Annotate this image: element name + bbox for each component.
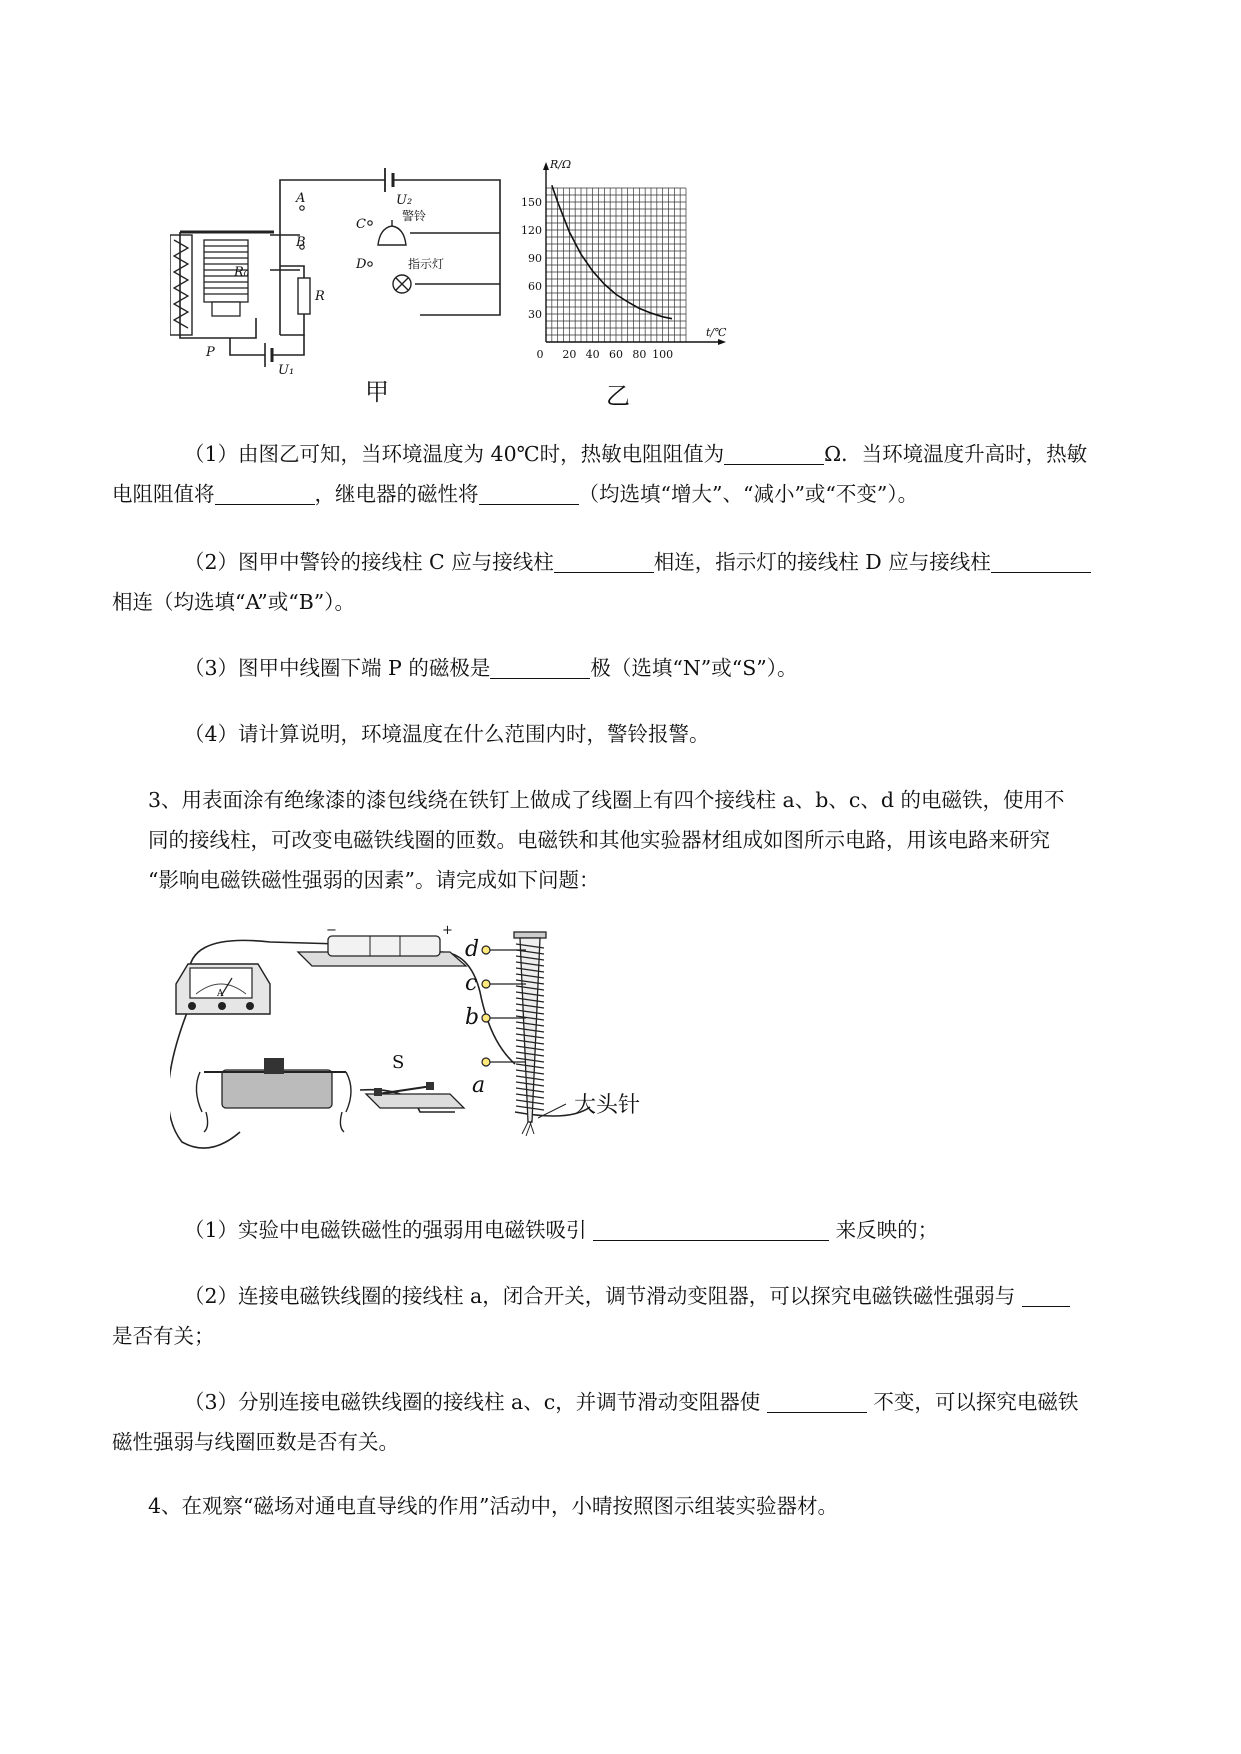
label-p: P (206, 345, 215, 360)
y-tick-label: 120 (521, 224, 542, 237)
y-tick-label: 60 (528, 280, 542, 293)
ammeter-icon (176, 964, 270, 1014)
y-tick-label: 150 (521, 196, 542, 209)
label-b: B (296, 235, 306, 250)
spring (174, 240, 188, 328)
rheostat-icon (196, 1058, 351, 1132)
pins-label: 大头针 (574, 1093, 641, 1118)
x-tick-label: 80 (632, 348, 647, 361)
answer-blank-bell-terminal[interactable] (554, 546, 654, 573)
label-u1: U₁ (278, 363, 295, 378)
answer-blank-magnetism-change[interactable] (479, 478, 579, 505)
answer-blank-constant-quantity[interactable] (767, 1386, 867, 1413)
terminal-b: b (465, 1005, 480, 1030)
y-axis-label: R/Ω (550, 158, 572, 171)
switch-icon (366, 1052, 464, 1108)
resistance-temperature-graph (512, 158, 732, 368)
q3-part3: （3）分别连接电磁铁线圈的接线柱 a、c，并调节滑动变阻器使 不变，可以探究电磁铁 磁性强弱与线圈匝数是否有关。 (148, 1382, 1146, 1462)
label-u2: U₂ (396, 193, 413, 208)
x-tick-label: 60 (609, 348, 623, 361)
q4-stem: 4、在观察“磁场对通电直导线的作用”活动中，小晴按照图示组装实验器材。 (148, 1494, 839, 1518)
label-a: A (296, 191, 306, 206)
q3-part2: （2）连接电磁铁线圈的接线柱 a，闭合开关，调节滑动变阻器，可以探究电磁铁磁性强弱与 是否有关； (148, 1276, 1146, 1356)
ammeter-label: A (217, 989, 224, 999)
x-tick-label: 40 (585, 348, 600, 361)
q2-part1: （1）由图乙可知，当环境温度为 40℃时，热敏电阻阻值为 Ω．当环境温度升高时，热敏 电阻阻值将 ，继电器的磁性将 （均选填“增大”、“减小”或“不变”）。 (148, 434, 1146, 514)
terminal-d: d (465, 937, 480, 962)
q3-stem: 3、用表面涂有绝缘漆的漆包线绕在铁钉上做成了线圈上有四个接线柱 a、b、c、d 的电磁铁，使用不 同的接线柱，可改变电磁铁线圈的匝数。电磁铁和其他实验器材组成如图所示电路，用该电路来研究 “影响电磁铁磁性强弱的因素”。请完成如下问题： (148, 788, 1065, 892)
q2-part2: （2）图甲中警铃的接线柱 C 应与接线柱 相连，指示灯的接线柱 D 应与接线柱 相连（均选填“A”或“B”）。 (148, 542, 1146, 622)
relay-circuit-figure (170, 160, 515, 410)
answer-blank-factor[interactable] (1022, 1280, 1070, 1307)
battery-icon (298, 923, 466, 966)
y-tick-label: 30 (528, 308, 542, 321)
q3-part1: （1）实验中电磁铁磁性的强弱用电磁铁吸引 来反映的； (148, 1210, 1146, 1250)
electromagnet-circuit-figure (170, 922, 740, 1182)
answer-blank-attracted-pins[interactable] (593, 1214, 829, 1241)
x-tick-label: 20 (562, 348, 577, 361)
x-axis-label: t/℃ (706, 326, 727, 339)
label-r0: R₀ (234, 265, 249, 280)
answer-blank-resistance-change[interactable] (215, 478, 315, 505)
label-bell: 警铃 (402, 209, 427, 223)
figure-caption-jia: 甲 (365, 378, 389, 406)
bell-icon (378, 220, 406, 245)
label-r: R (315, 289, 325, 304)
q2-part4: （4）请计算说明，环境温度在什么范围内时，警铃报警。 (184, 722, 710, 746)
y-tick-label: 90 (528, 252, 542, 265)
terminal-a: a (472, 1073, 486, 1098)
label-lamp: 指示灯 (408, 257, 445, 271)
q2-part3: （3）图甲中线圈下端 P 的磁极是 极（选填“N”或“S”）。 (148, 648, 1146, 688)
switch-label: S (392, 1052, 405, 1073)
battery-plus: + (442, 923, 453, 938)
answer-blank-lamp-terminal[interactable] (991, 546, 1091, 573)
answer-blank-resistance[interactable] (724, 438, 824, 465)
label-d: D (356, 257, 367, 272)
resistance-curve (552, 185, 672, 318)
lamp-icon (393, 275, 411, 293)
terminal-c: c (465, 971, 478, 996)
x-tick-label: 0 (536, 348, 544, 361)
label-c: C (356, 217, 366, 232)
battery-minus: − (326, 923, 337, 938)
x-tick-label: 100 (652, 348, 674, 361)
figure-caption-yi: 乙 (606, 382, 630, 410)
electromagnet-nail (514, 932, 546, 1122)
answer-blank-magnetic-pole[interactable] (490, 652, 590, 679)
